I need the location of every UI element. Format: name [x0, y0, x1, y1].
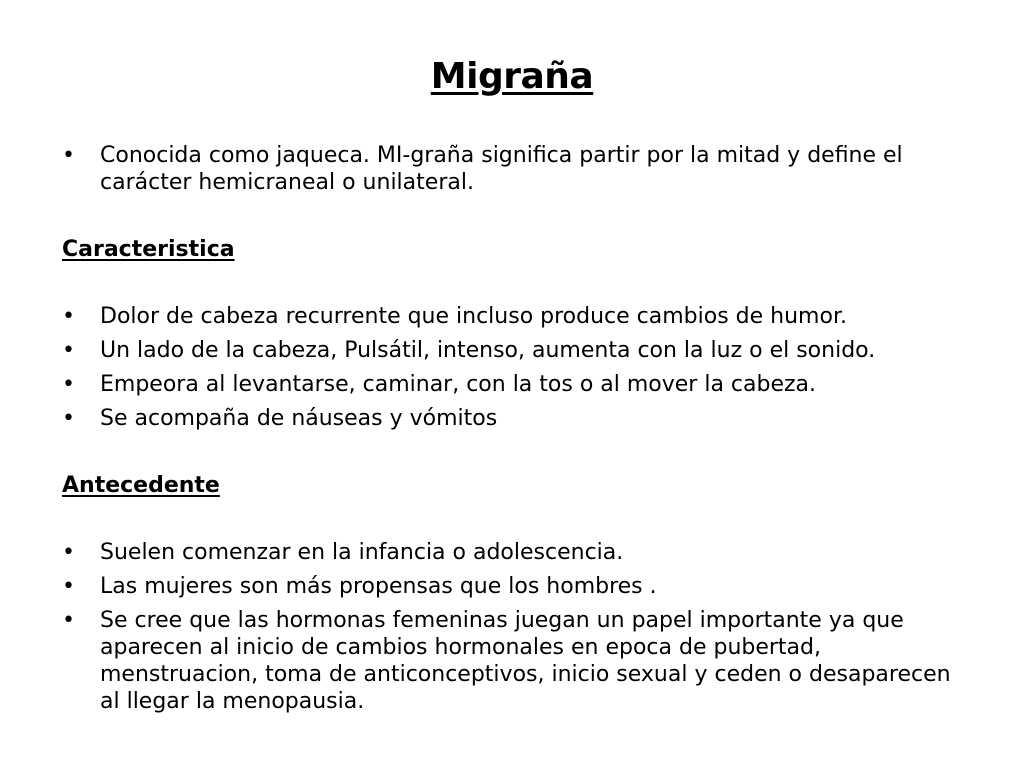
list-item — [62, 337, 962, 364]
list-item-text: Empeora al levantarse, caminar, con la tos o al mover la cabeza. — [100, 372, 817, 397]
list-item — [62, 573, 962, 600]
list-item-text: Un lado de la cabeza, Pulsátil, intenso, aumenta con la luz o el sonido. — [100, 338, 876, 363]
section-heading-antecedente: Antecedente — [62, 473, 220, 498]
list-item — [62, 303, 962, 330]
list-item-text: Conocida como jaqueca. MI-graña significa partir por la mitad y define el carácter hemicraneal o unilateral. — [100, 143, 903, 195]
list-item — [62, 607, 962, 715]
bullet-icon: • — [62, 372, 75, 397]
list-item-text: Las mujeres son más propensas que los hombres . — [100, 574, 657, 599]
list-item — [62, 371, 962, 398]
list-item-text: Se acompaña de náuseas y vómitos — [100, 406, 498, 431]
bullet-icon: • — [62, 304, 75, 329]
bullet-icon: • — [62, 574, 75, 599]
list-item-text: Se cree que las hormonas femeninas juegan un papel importante ya que aparecen al inicio de cambios hormonales en epoca de pubertad, menstruacion, toma de anticonceptivos, inicio sexual y ceden o desaparecen al llegar la menopausia. — [100, 608, 951, 714]
section-heading-caracteristica: Caracteristica — [62, 237, 235, 262]
bullet-icon: • — [62, 540, 75, 565]
list-item-text: Dolor de cabeza recurrente que incluso produce cambios de humor. — [100, 304, 847, 329]
antecedente-list — [62, 539, 962, 715]
slide-body — [62, 142, 962, 715]
list-item — [62, 405, 962, 432]
bullet-icon: • — [62, 608, 75, 633]
slide-title: Migraña — [430, 56, 594, 97]
list-item-text: Suelen comenzar en la infancia o adolescencia. — [100, 540, 624, 565]
intro-list — [62, 142, 962, 196]
list-item — [62, 142, 962, 196]
list-item — [62, 539, 962, 566]
bullet-icon: • — [62, 143, 75, 168]
caracteristica-list — [62, 303, 962, 432]
bullet-icon: • — [62, 338, 75, 363]
bullet-icon: • — [62, 406, 75, 431]
